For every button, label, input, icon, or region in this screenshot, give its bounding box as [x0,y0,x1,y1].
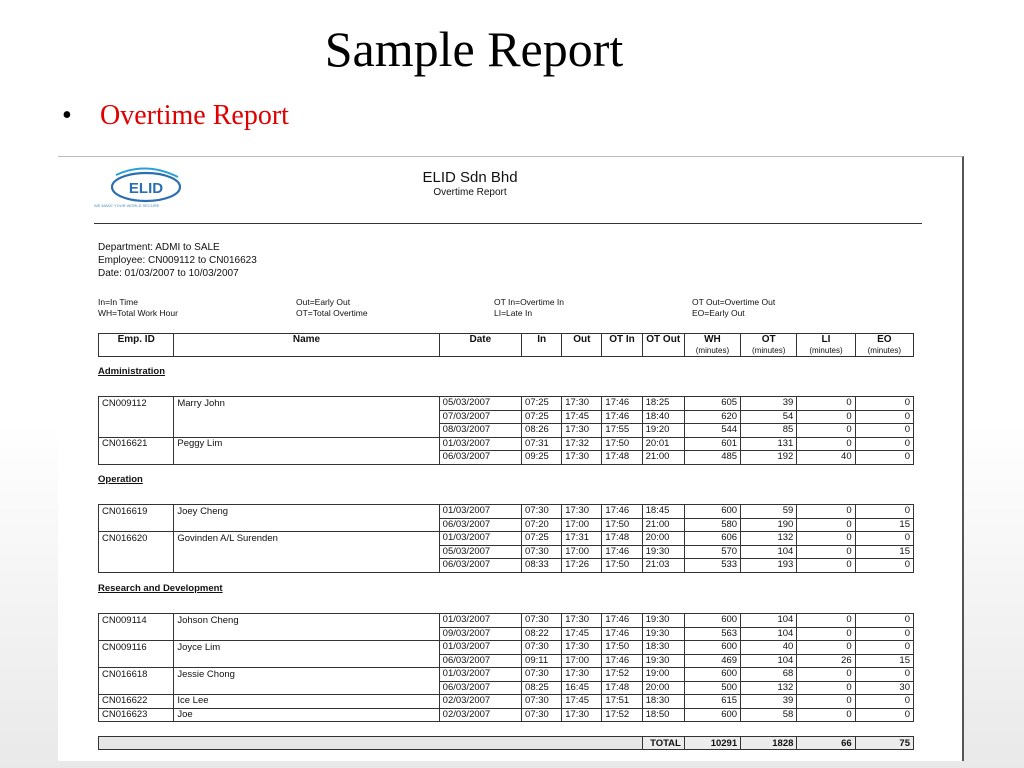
data-cell: 16:45 [562,681,602,695]
data-cell: 600 [684,668,740,682]
data-cell: 06/03/2007 [439,681,521,695]
data-cell: 85 [741,424,797,438]
emp-id-cell: CN009112 [99,397,174,411]
legend-col-3: OT In=Overtime In LI=Late In [494,297,564,318]
data-cell: 21:00 [642,518,684,532]
emp-id-cell [99,654,174,668]
data-cell: 0 [855,668,913,682]
data-cell: 17:30 [562,668,602,682]
data-cell: 08:33 [522,559,562,573]
table-row [99,681,914,695]
logo-tagline: WE MAKE YOUR WORLD SECURE [94,203,160,208]
table-row [99,614,914,628]
emp-id-cell [99,627,174,641]
section-title: Administration [98,366,166,377]
data-cell: 17:46 [602,654,642,668]
data-cell: 0 [797,708,855,722]
total-wh: 10291 [684,737,740,750]
emp-name-cell: Ice Lee [174,695,439,709]
data-cell: 620 [684,410,740,424]
data-cell: 104 [741,545,797,559]
emp-name-cell: Marry John [174,397,439,411]
emp-name-cell [174,559,439,573]
data-cell: 07/03/2007 [439,410,521,424]
data-cell: 17:00 [562,654,602,668]
data-cell: 17:00 [562,545,602,559]
data-cell: 17:45 [562,627,602,641]
emp-name-cell [174,451,439,465]
data-cell: 18:25 [642,397,684,411]
emp-name-cell [174,424,439,438]
data-cell: 0 [855,641,913,655]
data-cell: 06/03/2007 [439,559,521,573]
total-label: TOTAL [642,737,684,750]
employee-filter: Employee: CN009112 to CN016623 [98,255,257,266]
data-cell: 600 [684,708,740,722]
data-cell: 08/03/2007 [439,424,521,438]
emp-name-cell [174,410,439,424]
data-cell: 0 [797,518,855,532]
table-row [99,708,914,722]
data-cell: 0 [855,627,913,641]
data-cell: 563 [684,627,740,641]
data-cell: 30 [855,681,913,695]
data-cell: 01/03/2007 [439,437,521,451]
total-spacer [99,737,643,750]
data-cell: 17:30 [562,614,602,628]
col-out: Out [562,334,602,357]
col-date: Date [439,334,521,357]
emp-id-cell: CN016621 [99,437,174,451]
data-cell: 06/03/2007 [439,654,521,668]
slide-title: Sample Report [324,21,624,77]
emp-id-cell: CN009114 [99,614,174,628]
data-cell: 17:46 [602,505,642,519]
table-row [99,668,914,682]
data-cell: 17:52 [602,708,642,722]
data-cell: 18:40 [642,410,684,424]
table-row [99,397,914,411]
data-cell: 20:00 [642,532,684,546]
data-cell: 07:30 [522,545,562,559]
data-cell: 0 [855,424,913,438]
data-cell: 17:50 [602,518,642,532]
data-cell: 17:30 [562,397,602,411]
data-cell: 0 [855,397,913,411]
data-cell: 19:30 [642,545,684,559]
total-ot: 1828 [741,737,797,750]
data-cell: 0 [855,559,913,573]
data-cell: 07:25 [522,410,562,424]
legend-col-4: OT Out=Overtime Out EO=Early Out [692,297,776,318]
data-cell: 20:01 [642,437,684,451]
data-cell: 0 [797,437,855,451]
data-cell: 193 [741,559,797,573]
data-cell: 17:48 [602,681,642,695]
emp-name-cell: Joe [174,708,439,722]
table-row [99,424,914,438]
emp-name-cell: Govinden A/L Surenden [174,532,439,546]
emp-id-cell: CN016620 [99,532,174,546]
data-cell: 02/03/2007 [439,695,521,709]
data-cell: 0 [855,505,913,519]
data-cell: 0 [797,505,855,519]
data-cell: 500 [684,681,740,695]
table-row [99,641,914,655]
data-cell: 17:50 [602,641,642,655]
data-cell: 15 [855,545,913,559]
data-cell: 40 [741,641,797,655]
table-row [99,532,914,546]
data-cell: 600 [684,505,740,519]
data-cell: 18:45 [642,505,684,519]
data-cell: 15 [855,518,913,532]
data-cell: 0 [797,695,855,709]
col-eo: EO (minutes) [855,334,913,357]
data-cell: 0 [855,532,913,546]
table-row [99,627,914,641]
data-cell: 01/03/2007 [439,532,521,546]
data-cell: 17:48 [602,451,642,465]
data-cell: 08:22 [522,627,562,641]
emp-id-cell [99,451,174,465]
company-name: ELID Sdn Bhd [422,169,518,186]
data-cell: 07:31 [522,437,562,451]
emp-id-cell: CN016623 [99,708,174,722]
data-cell: 01/03/2007 [439,668,521,682]
data-cell: 06/03/2007 [439,518,521,532]
data-cell: 17:30 [562,505,602,519]
data-cell: 469 [684,654,740,668]
data-cell: 17:30 [562,641,602,655]
data-cell: 07:25 [522,397,562,411]
emp-id-cell [99,424,174,438]
data-cell: 19:20 [642,424,684,438]
table-row [99,437,914,451]
emp-name-cell: Johson Cheng [174,614,439,628]
section-table [98,504,914,573]
emp-id-cell [99,518,174,532]
bullet-item [62,100,289,132]
data-cell: 0 [797,614,855,628]
table-row [99,410,914,424]
data-cell: 05/03/2007 [439,397,521,411]
data-cell: 17:46 [602,614,642,628]
col-wh: WH (minutes) [684,334,740,357]
data-cell: 0 [797,424,855,438]
data-cell: 17:30 [562,424,602,438]
data-cell: 19:30 [642,654,684,668]
data-cell: 17:32 [562,437,602,451]
emp-id-cell: CN016618 [99,668,174,682]
data-cell: 07:30 [522,641,562,655]
data-cell: 544 [684,424,740,438]
data-cell: 0 [797,668,855,682]
data-cell: 68 [741,668,797,682]
total-eo: 75 [855,737,913,750]
data-cell: 17:45 [562,410,602,424]
data-cell: 17:46 [602,545,642,559]
divider [94,223,922,224]
data-cell: 0 [855,410,913,424]
data-cell: 17:30 [562,451,602,465]
emp-name-cell: Joyce Lim [174,641,439,655]
col-in: In [522,334,562,357]
data-cell: 17:55 [602,424,642,438]
data-cell: 17:46 [602,397,642,411]
legend-col-1: In=In Time WH=Total Work Hour [98,297,178,318]
data-cell: 05/03/2007 [439,545,521,559]
data-cell: 02/03/2007 [439,708,521,722]
section-title: Operation [98,474,143,485]
data-cell: 0 [797,559,855,573]
data-cell: 104 [741,627,797,641]
data-cell: 570 [684,545,740,559]
data-cell: 17:52 [602,668,642,682]
data-cell: 606 [684,532,740,546]
data-cell: 104 [741,654,797,668]
data-cell: 07:30 [522,505,562,519]
emp-name-cell [174,654,439,668]
data-cell: 17:50 [602,437,642,451]
col-li: LI (minutes) [797,334,855,357]
data-cell: 54 [741,410,797,424]
data-cell: 20:00 [642,681,684,695]
data-cell: 615 [684,695,740,709]
col-ot-out: OT Out [642,334,684,357]
data-cell: 485 [684,451,740,465]
col-ot: OT (minutes) [741,334,797,357]
data-cell: 39 [741,695,797,709]
data-cell: 09:25 [522,451,562,465]
table-row [99,505,914,519]
data-cell: 17:00 [562,518,602,532]
data-cell: 17:45 [562,695,602,709]
col-ot-in: OT In [602,334,642,357]
table-row [99,695,914,709]
data-cell: 600 [684,614,740,628]
emp-name-cell [174,545,439,559]
data-cell: 07:20 [522,518,562,532]
data-cell: 07:30 [522,614,562,628]
data-cell: 40 [797,451,855,465]
data-cell: 18:50 [642,708,684,722]
emp-id-cell [99,681,174,695]
data-cell: 0 [855,437,913,451]
data-cell: 605 [684,397,740,411]
data-cell: 26 [797,654,855,668]
section-title: Research and Development [98,583,223,594]
emp-id-cell [99,410,174,424]
data-cell: 533 [684,559,740,573]
data-cell: 09/03/2007 [439,627,521,641]
emp-id-cell: CN016619 [99,505,174,519]
data-cell: 06/03/2007 [439,451,521,465]
table-row [99,451,914,465]
col-name: Name [174,334,439,357]
data-cell: 01/03/2007 [439,641,521,655]
data-cell: 01/03/2007 [439,614,521,628]
table-row [99,545,914,559]
data-cell: 131 [741,437,797,451]
data-cell: 0 [855,451,913,465]
company-logo [94,163,194,211]
total-li: 66 [797,737,855,750]
emp-name-cell [174,627,439,641]
department-filter: Department: ADMI to SALE [98,242,220,253]
data-cell: 59 [741,505,797,519]
data-cell: 600 [684,641,740,655]
data-cell: 08:25 [522,681,562,695]
bullet-icon: • [62,100,72,131]
data-cell: 0 [855,708,913,722]
report-document [58,156,964,761]
report-subtitle: Overtime Report [433,187,507,198]
data-cell: 0 [797,532,855,546]
data-cell: 01/03/2007 [439,505,521,519]
col-emp-id: Emp. ID [99,334,174,357]
data-cell: 15 [855,654,913,668]
data-cell: 19:30 [642,614,684,628]
data-cell: 0 [797,410,855,424]
table-header [98,333,914,357]
table-row [99,559,914,573]
emp-name-cell: Peggy Lim [174,437,439,451]
data-cell: 19:00 [642,668,684,682]
data-cell: 132 [741,681,797,695]
data-cell: 17:31 [562,532,602,546]
data-cell: 07:25 [522,532,562,546]
table-row [99,654,914,668]
legend-col-2: Out=Early Out OT=Total Overtime [296,297,368,318]
emp-name-cell [174,518,439,532]
bullet-text: Overtime Report [100,100,289,131]
data-cell: 0 [797,627,855,641]
section-table [98,396,914,465]
emp-id-cell: CN009116 [99,641,174,655]
data-cell: 192 [741,451,797,465]
data-cell: 0 [797,397,855,411]
data-cell: 17:46 [602,627,642,641]
data-cell: 17:26 [562,559,602,573]
data-cell: 104 [741,614,797,628]
data-cell: 58 [741,708,797,722]
data-cell: 18:30 [642,641,684,655]
data-cell: 09:11 [522,654,562,668]
data-cell: 132 [741,532,797,546]
emp-id-cell [99,559,174,573]
data-cell: 08:26 [522,424,562,438]
data-cell: 39 [741,397,797,411]
data-cell: 580 [684,518,740,532]
data-cell: 17:48 [602,532,642,546]
data-cell: 07:30 [522,708,562,722]
data-cell: 601 [684,437,740,451]
data-cell: 17:46 [602,410,642,424]
data-cell: 07:30 [522,695,562,709]
data-cell: 0 [855,695,913,709]
data-cell: 190 [741,518,797,532]
data-cell: 21:00 [642,451,684,465]
data-cell: 18:30 [642,695,684,709]
emp-id-cell: CN016622 [99,695,174,709]
emp-name-cell: Jessie Chong [174,668,439,682]
data-cell: 17:30 [562,708,602,722]
emp-name-cell [174,681,439,695]
totals-row [98,736,914,750]
data-cell: 0 [797,545,855,559]
data-cell: 0 [855,614,913,628]
data-cell: 19:30 [642,627,684,641]
table-row [99,518,914,532]
data-cell: 07:30 [522,668,562,682]
date-filter: Date: 01/03/2007 to 10/03/2007 [98,268,239,279]
data-cell: 17:50 [602,559,642,573]
emp-name-cell: Joey Cheng [174,505,439,519]
emp-id-cell [99,545,174,559]
data-cell: 17:51 [602,695,642,709]
data-cell: 0 [797,641,855,655]
data-cell: 21:03 [642,559,684,573]
logo-text: ELID [128,180,164,197]
data-cell: 0 [797,681,855,695]
section-table [98,613,914,722]
